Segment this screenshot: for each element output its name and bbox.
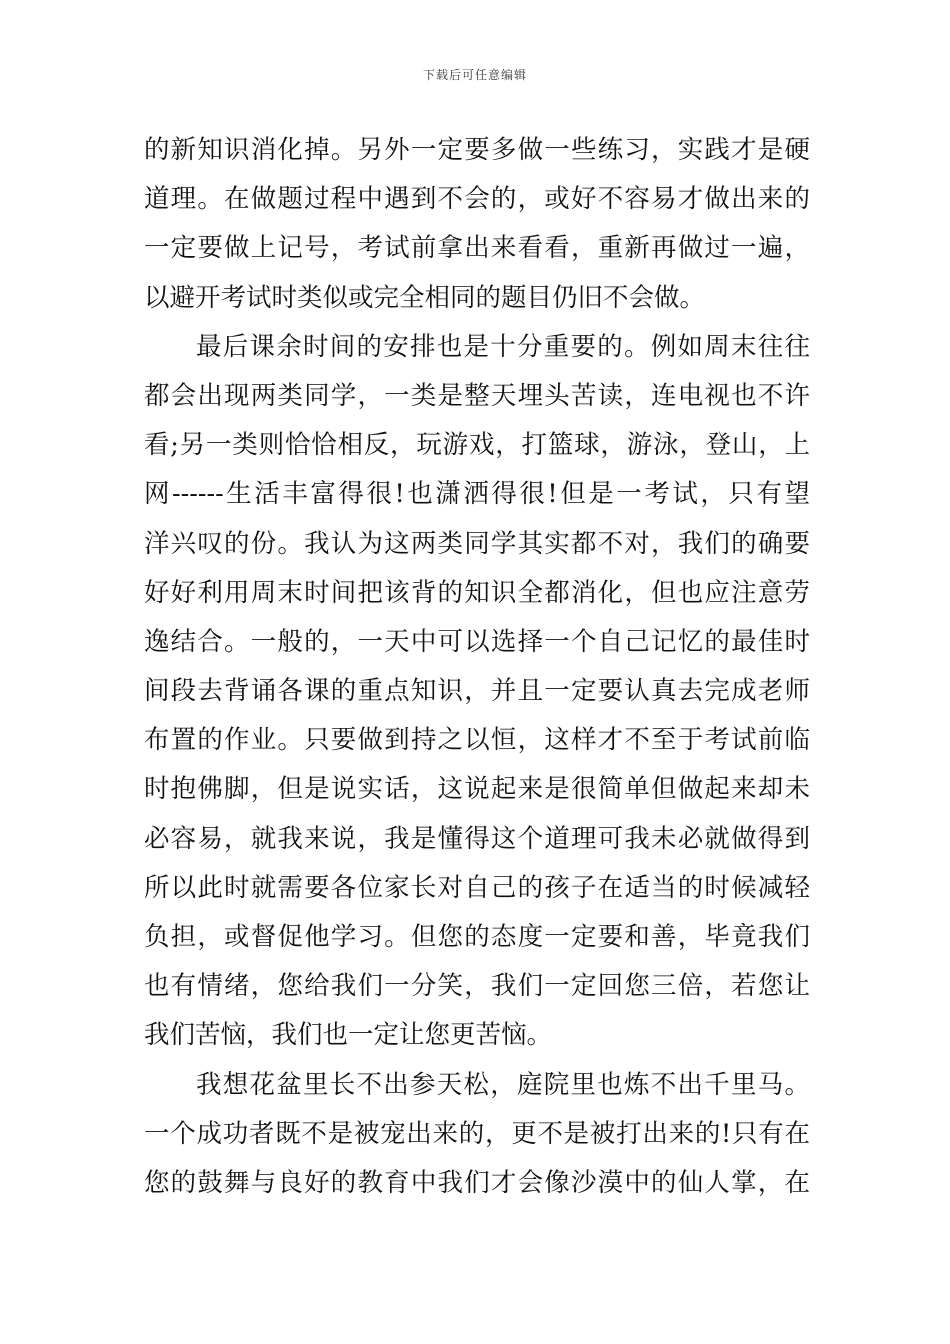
text-line: 道理。在做题过程中遇到不会的，或好不容易才做出来的 <box>144 184 810 215</box>
text-line: 所以此时就需要各位家长对自己的孩子在适当的时候减轻 <box>144 872 810 903</box>
text-line: 时抱佛脚，但是说实话，这说起来是很简单但做起来却未 <box>144 774 810 805</box>
text-line: 的新知识消化掉。另外一定要多做一些练习，实践才是硬 <box>144 135 810 165</box>
text-line: 看;另一类则恰恰相反，玩游戏，打篮球，游泳，登山，上 <box>144 430 810 461</box>
page-header: 下载后可任意编辑 <box>422 68 527 82</box>
text-line: 都会出现两类同学，一类是整天埋头苦读，连电视也不许 <box>144 380 810 411</box>
text-line: 一个成功者既不是被宠出来的，更不是被打出来的!只有在 <box>144 1118 810 1149</box>
text-line: 间段去背诵各课的重点知识，并且一定要认真去完成老师 <box>144 676 810 707</box>
text-line: 好好利用周末时间把该背的知识全都消化，但也应注意劳 <box>144 577 810 608</box>
text-line: 您的鼓舞与良好的教育中我们才会像沙漠中的仙人掌，在 <box>144 1167 810 1198</box>
text-line: 洋兴叹的份。我认为这两类同学其实都不对，我们的确要 <box>144 528 810 559</box>
body-text <box>144 126 810 1208</box>
text-line: 以避开考试时类似或完全相同的题目仍旧不会做。 <box>144 282 706 313</box>
text-line: 布置的作业。只要做到持之以恒，这样才不至于考试前临 <box>144 725 810 756</box>
text-line: 网------生活丰富得很!也潇洒得很!但是一考试，只有望 <box>144 479 810 510</box>
text-line: 也有情绪，您给我们一分笑，我们一定回您三倍，若您让 <box>144 971 810 1002</box>
text-line: 我们苦恼，我们也一定让您更苦恼。 <box>144 1020 553 1051</box>
text-line: 负担，或督促他学习。但您的态度一定要和善，毕竟我们 <box>144 922 810 952</box>
text-line: 最后课余时间的安排也是十分重要的。例如周末往往 <box>196 331 810 362</box>
text-line: 逸结合。一般的，一天中可以选择一个自己记忆的最佳时 <box>144 626 810 657</box>
text-line: 我想花盆里长不出参天松，庭院里也炼不出千里马。 <box>196 1069 810 1100</box>
text-line: 一定要做上记号，考试前拿出来看看，重新再做过一遍， <box>144 233 810 264</box>
text-line: 必容易，就我来说，我是懂得这个道理可我未必就做得到 <box>144 823 810 854</box>
